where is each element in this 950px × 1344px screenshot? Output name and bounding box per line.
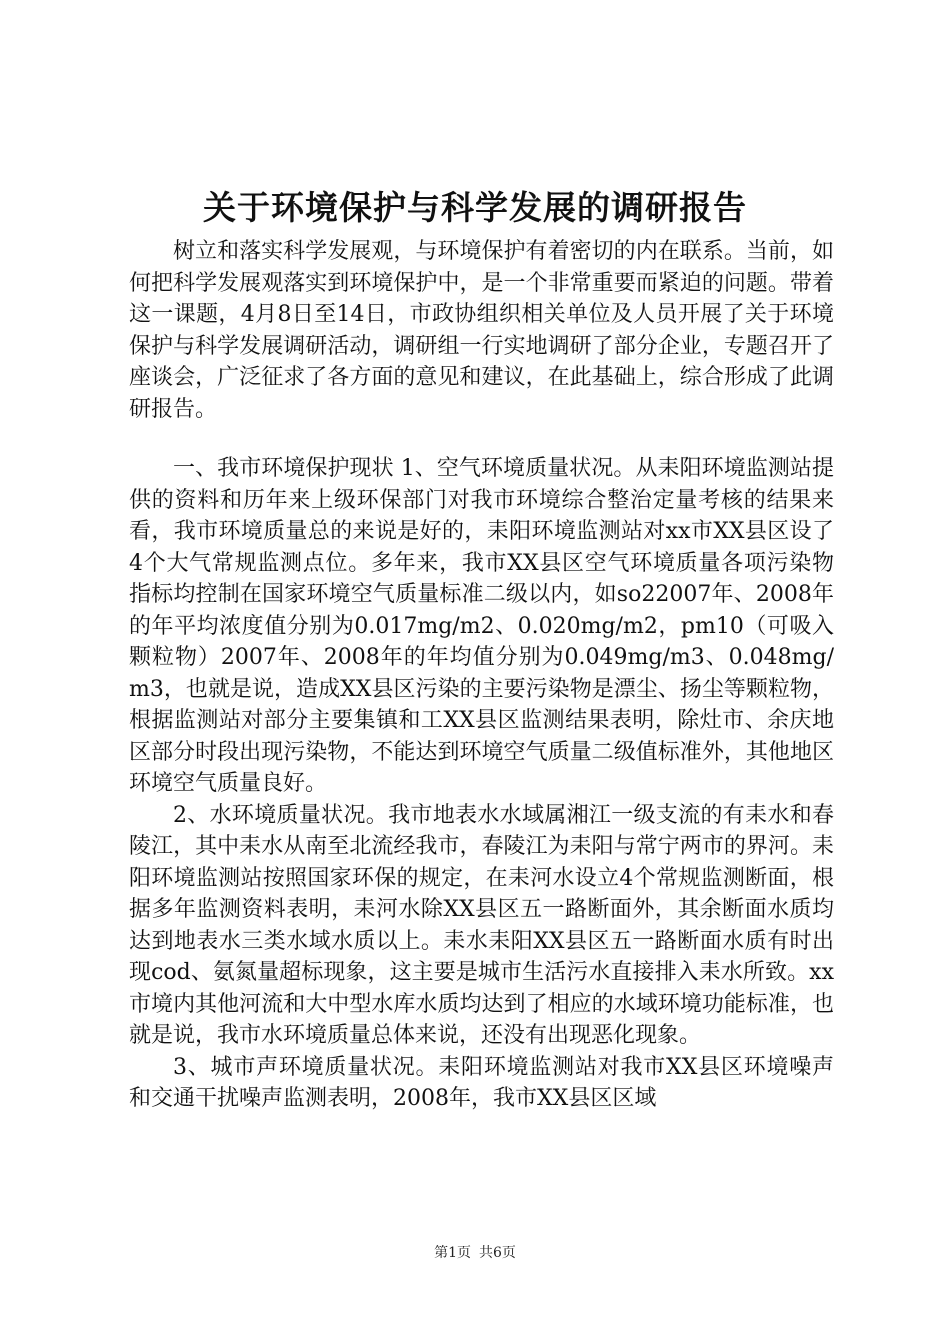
page-total: 共6页 <box>479 1245 516 1261</box>
paragraph-water-quality: 2、水环境质量状况。我市地表水水域属湘江一级支流的有耒水和春陵江，其中耒水从南至北流经我市，春陵江为耒阳与常宁两市的界河。耒阳环境监测站按照国家环保的规定，在耒河水设立4个常规监测断面，根据多年监测资料表明，耒河水除XX县区五一路断面外，其余断面水质均达到地表水三类水域水质以上。耒水耒阳XX县区五一路断面水质有时出现cod、氨氮量超标现象，这主要是城市生活污水直接排入耒水所致。xx市境内其他河流和大中型水库水质均达到了相应的水域环境功能标准，也就是说，我市水环境质量总体来说，还没有出现恶化现象。 <box>129 802 834 1048</box>
paragraph-air-quality: 一、我市环境保护现状 1、空气环境质量状况。从耒阳环境监测站提供的资料和历年来上级环保部门对我市环境综合整治定量考核的结果来看，我市环境质量总的来说是好的，耒阳环境监测站对xx市XX县区设了4个大气常规监测点位。多年来，我市XX县区空气环境质量各项污染物指标均控制在国家环境空气质量标准二级以内，如so22007年、2008年的年平均浓度值分别为0.017mg/m2、0.020mg/m2，pm10（可吸入颗粒物）2007年、2008年的年均值分别为0.049mg/m3、0.048mg/m3，也就是说，造成XX县区污染的主要污染物是漂尘、扬尘等颗粒物，根据监测站对部分主要集镇和工XX县区监测结果表明，除灶市、余庆地区部分时段出现污染物，不能达到环境空气质量二级值标准外，其他地区环境空气质量良好。 <box>129 456 834 796</box>
document-title: 关于环境保护与科学发展的调研报告 <box>203 188 747 227</box>
page-footer <box>0 1243 950 1263</box>
paragraph-noise-quality: 3、城市声环境质量状况。耒阳环境监测站对我市XX县区环境噪声和交通干扰噪声监测表明，2008年，我市XX县区区域 <box>129 1054 834 1111</box>
page-number: 第1页 <box>434 1245 471 1261</box>
document-body <box>129 236 834 1115</box>
paragraph-intro: 树立和落实科学发展观，与环境保护有着密切的内在联系。当前，如何把科学发展观落实到环境保护中，是一个非常重要而紧迫的问题。带着这一课题，4月8日至14日，市政协组织相关单位及人员开展了关于环境保护与科学发展调研活动，调研组一行实地调研了部分企业，专题召开了座谈会，广泛征求了各方面的意见和建议，在此基础上，综合形成了此调研报告。 <box>129 239 834 422</box>
